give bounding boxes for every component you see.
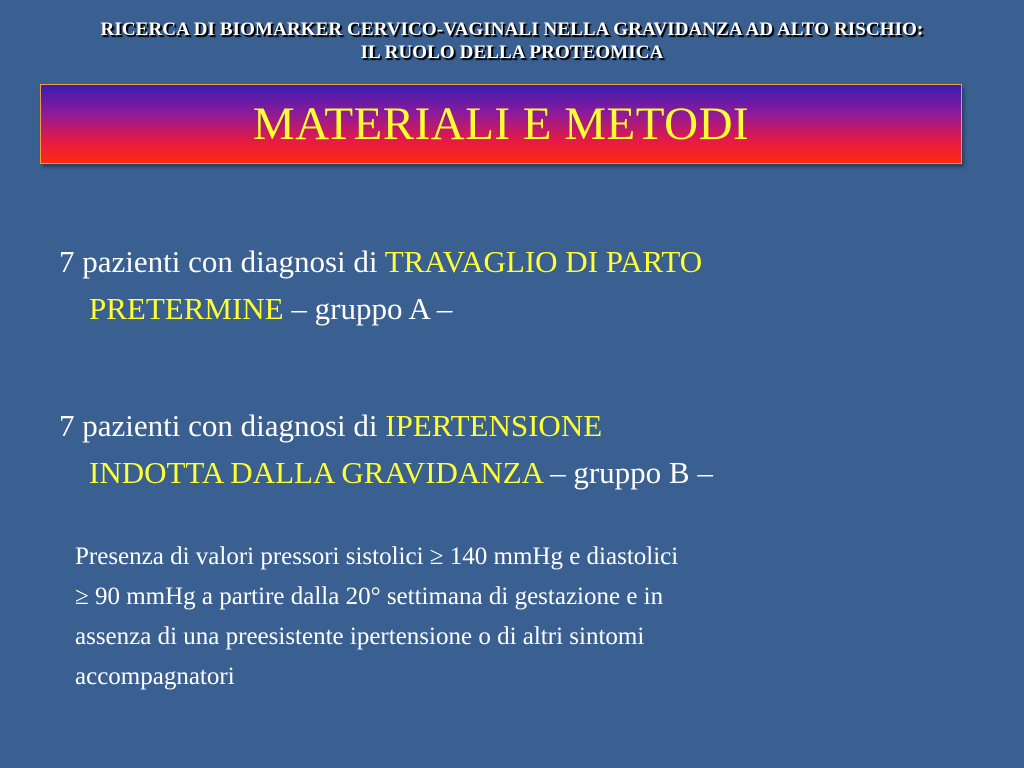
group-a-line-2	[59, 285, 959, 332]
group-b-line-2	[59, 449, 959, 496]
slide-header	[0, 18, 1024, 64]
note-line-4: accompagnatori	[75, 663, 235, 690]
group-a-highlight-2: PRETERMINE	[89, 291, 284, 326]
group-b-highlight-2: INDOTTA DALLA GRAVIDANZA	[89, 455, 543, 490]
group-a-suffix: – gruppo A –	[283, 291, 453, 326]
group-b-suffix: – gruppo B –	[542, 455, 713, 490]
title-banner	[40, 84, 962, 164]
group-b-prefix: 7 pazienti con diagnosi di	[59, 408, 386, 443]
group-b-highlight-1: IPERTENSIONE	[385, 408, 603, 443]
header-line-1: RICERCA DI BIOMARKER CERVICO-VAGINALI NELLA GRAVIDANZA AD ALTO RISCHIO:	[100, 19, 924, 40]
note-line-3: assenza di una preesistente ipertensione o di altri sintomi	[75, 623, 645, 650]
group-a-highlight-1: TRAVAGLIO DI PARTO	[384, 244, 703, 279]
note-line-1: Presenza di valori pressori sistolici ≥ 140 mmHg e diastolici	[75, 543, 679, 570]
group-a-item	[59, 238, 959, 332]
definition-note	[75, 537, 955, 697]
group-b-item	[59, 402, 959, 496]
group-a-prefix: 7 pazienti con diagnosi di	[59, 244, 385, 279]
slide-title: MATERIALI E METODI	[252, 98, 750, 150]
header-line-2: IL RUOLO DELLA PROTEOMICA	[360, 42, 664, 63]
note-line-2: ≥ 90 mmHg a partire dalla 20° settimana di gestazione e in	[75, 583, 664, 610]
